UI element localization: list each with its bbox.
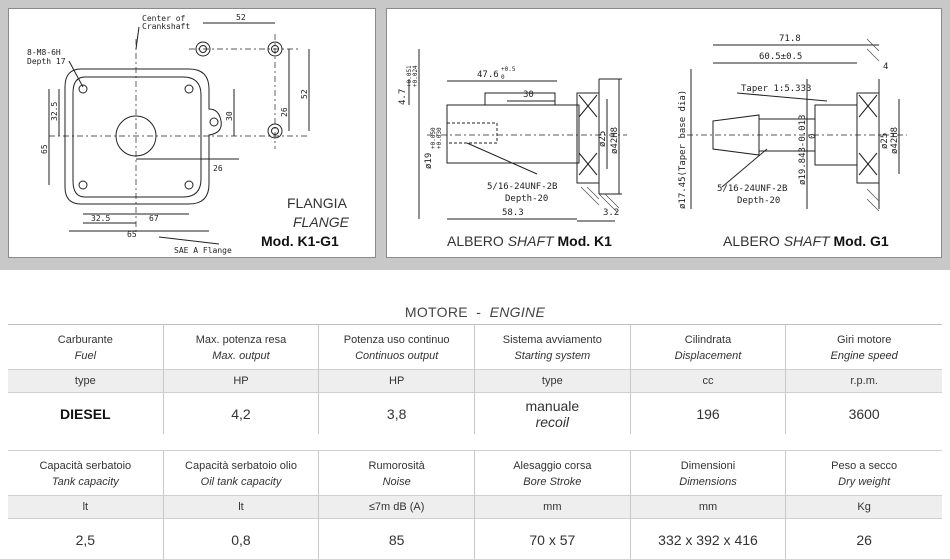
g1-dia25: ø25 xyxy=(880,132,890,149)
g1-depth: Depth-20 xyxy=(737,196,781,206)
header-noise: Rumorosità Noise xyxy=(319,451,475,495)
flange-label-it: FLANGIA xyxy=(287,195,347,211)
dim-52v: 52 xyxy=(300,89,309,99)
spec-row-2-units xyxy=(8,495,942,518)
spec-row-1-values xyxy=(8,392,942,434)
dim-67: 67 xyxy=(149,214,159,223)
unit-cell: HP xyxy=(319,369,475,392)
g1-dia42: ø42H8 xyxy=(890,126,900,154)
g1-dim-4: 4 xyxy=(883,62,889,72)
g1-caption: ALBERO SHAFT Mod. G1 xyxy=(723,233,889,249)
spec-row-2-values xyxy=(8,518,942,559)
unit-cell: mm xyxy=(475,495,631,518)
unit-cell: r.p.m. xyxy=(786,369,942,392)
k1-dia25: ø25 xyxy=(598,130,608,147)
dim-crankshaft: Crankshaft xyxy=(142,22,191,31)
unit-cell: type xyxy=(8,369,164,392)
unit-cell: ≤7m dB (A) xyxy=(319,495,475,518)
k1-dia42: ø42H8 xyxy=(610,126,620,154)
flange-model: Mod. K1-G1 xyxy=(261,233,339,249)
dim-30: 30 xyxy=(225,111,234,121)
header-oil-tank-capacity: Capacità serbatoio olio Oil tank capacity xyxy=(164,451,320,495)
engine-spec-table xyxy=(8,300,942,559)
dim-65b: 65 xyxy=(127,230,137,239)
k1-dim-476-tol: +0.5 xyxy=(501,66,516,73)
header-continuous-output: Potenza uso continuo Continuos output xyxy=(319,325,475,369)
header-displacement: Cilindrata Displacement xyxy=(631,325,787,369)
value-tank-capacity: 2,5 xyxy=(8,518,164,559)
k1-caption: ALBERO SHAFT Mod. K1 xyxy=(447,233,612,249)
spec-row-1-units xyxy=(8,369,942,392)
dim-center: Center of xyxy=(142,14,186,23)
k1-key-tol: +0.051 xyxy=(406,65,413,87)
value-bore-stroke: 70 x 57 xyxy=(475,518,631,559)
unit-cell: lt xyxy=(8,495,164,518)
dim-325b: 32.5 xyxy=(91,214,111,223)
value-noise: 85 xyxy=(319,518,475,559)
g1-dia19: ø19.843-0.013 xyxy=(798,114,808,185)
g1-taper: Taper 1:5.333 xyxy=(741,84,812,94)
header-dry-weight: Peso a secco Dry weight xyxy=(831,460,898,488)
k1-dim-583: 58.3 xyxy=(502,208,524,218)
unit-cell: HP xyxy=(164,369,320,392)
value-dimensions: 332 x 392 x 416 xyxy=(631,518,787,559)
dim-flange-52: 52 xyxy=(236,13,246,22)
g1-dim-605: 60.5±0.5 xyxy=(759,52,803,62)
header-dimensions: Dimensioni Dimensions xyxy=(631,451,787,495)
k1-dia19: ø19 xyxy=(424,152,434,169)
header-bore-stroke: Alesaggio corsa Bore Stroke xyxy=(475,451,631,495)
k1-depth: Depth-20 xyxy=(505,194,549,204)
unit-cell: lt xyxy=(164,495,320,518)
flange-label-en: FLANGE xyxy=(293,214,350,230)
value-fuel: DIESEL xyxy=(8,392,164,434)
value-dry-weight: 26 xyxy=(786,518,942,559)
k1-key: 4.7 xyxy=(398,88,408,105)
unit-cell: mm xyxy=(631,495,787,518)
flange-panel xyxy=(8,8,376,258)
header-tank-capacity: Capacità serbatoio Tank capacity xyxy=(8,451,164,495)
value-oil-tank-capacity: 0,8 xyxy=(164,518,320,559)
dim-26: 26 xyxy=(213,164,223,173)
value-max-output: 4,2 xyxy=(164,392,320,434)
spec-row-2-headers xyxy=(8,450,942,495)
k1-dim-32: 3.2 xyxy=(603,208,620,218)
header-max-output: Max. potenza resa Max. output xyxy=(164,325,320,369)
value-continuous-output: 3,8 xyxy=(319,392,475,434)
dim-screw: 8-M8-6H xyxy=(27,48,61,57)
g1-dim-718: 71.8 xyxy=(779,34,801,44)
unit-cell: type xyxy=(475,369,631,392)
dim-26b: 26 xyxy=(280,107,289,117)
k1-thread: 5/16-24UNF-2B xyxy=(487,182,558,192)
header-engine-speed: Giri motore Engine speed xyxy=(830,334,898,362)
header-fuel: Carburante Fuel xyxy=(8,325,164,369)
shaft-drawing xyxy=(387,9,943,259)
dim-65: 65 xyxy=(40,144,49,154)
dim-depth: Depth 17 xyxy=(27,57,66,66)
dim-325: 32.5 xyxy=(50,101,59,121)
value-starting-system: manuale recoil xyxy=(475,392,631,434)
value-engine-speed: 3600 xyxy=(786,392,942,434)
dim-sae: SAE A Flange xyxy=(174,246,232,255)
k1-dim-476: 47.6 xyxy=(477,70,499,80)
value-displacement: 196 xyxy=(631,392,787,434)
table-title: MOTORE - ENGINE xyxy=(8,300,942,325)
k1-key-tol2: +0.024 xyxy=(412,65,419,87)
k1-dim-30: 30 xyxy=(523,90,534,100)
shaft-panel xyxy=(386,8,942,258)
k1-dim-476-tolb: 0 xyxy=(501,74,505,81)
unit-cell: cc xyxy=(631,369,787,392)
g1-thread: 5/16-24UNF-2B xyxy=(717,184,788,194)
k1-dia19-tol2: +0.030 xyxy=(436,127,443,149)
header-starting-system: Sistema avviamento Starting system xyxy=(475,325,631,369)
unit-cell: Kg xyxy=(786,495,942,518)
g1-zero: 0 xyxy=(808,133,818,139)
g1-taper-base: ø17.45(Taper base dia) xyxy=(678,89,688,209)
spec-row-1-headers xyxy=(8,325,942,369)
k1-dia19-tol: +0.050 xyxy=(430,127,437,149)
